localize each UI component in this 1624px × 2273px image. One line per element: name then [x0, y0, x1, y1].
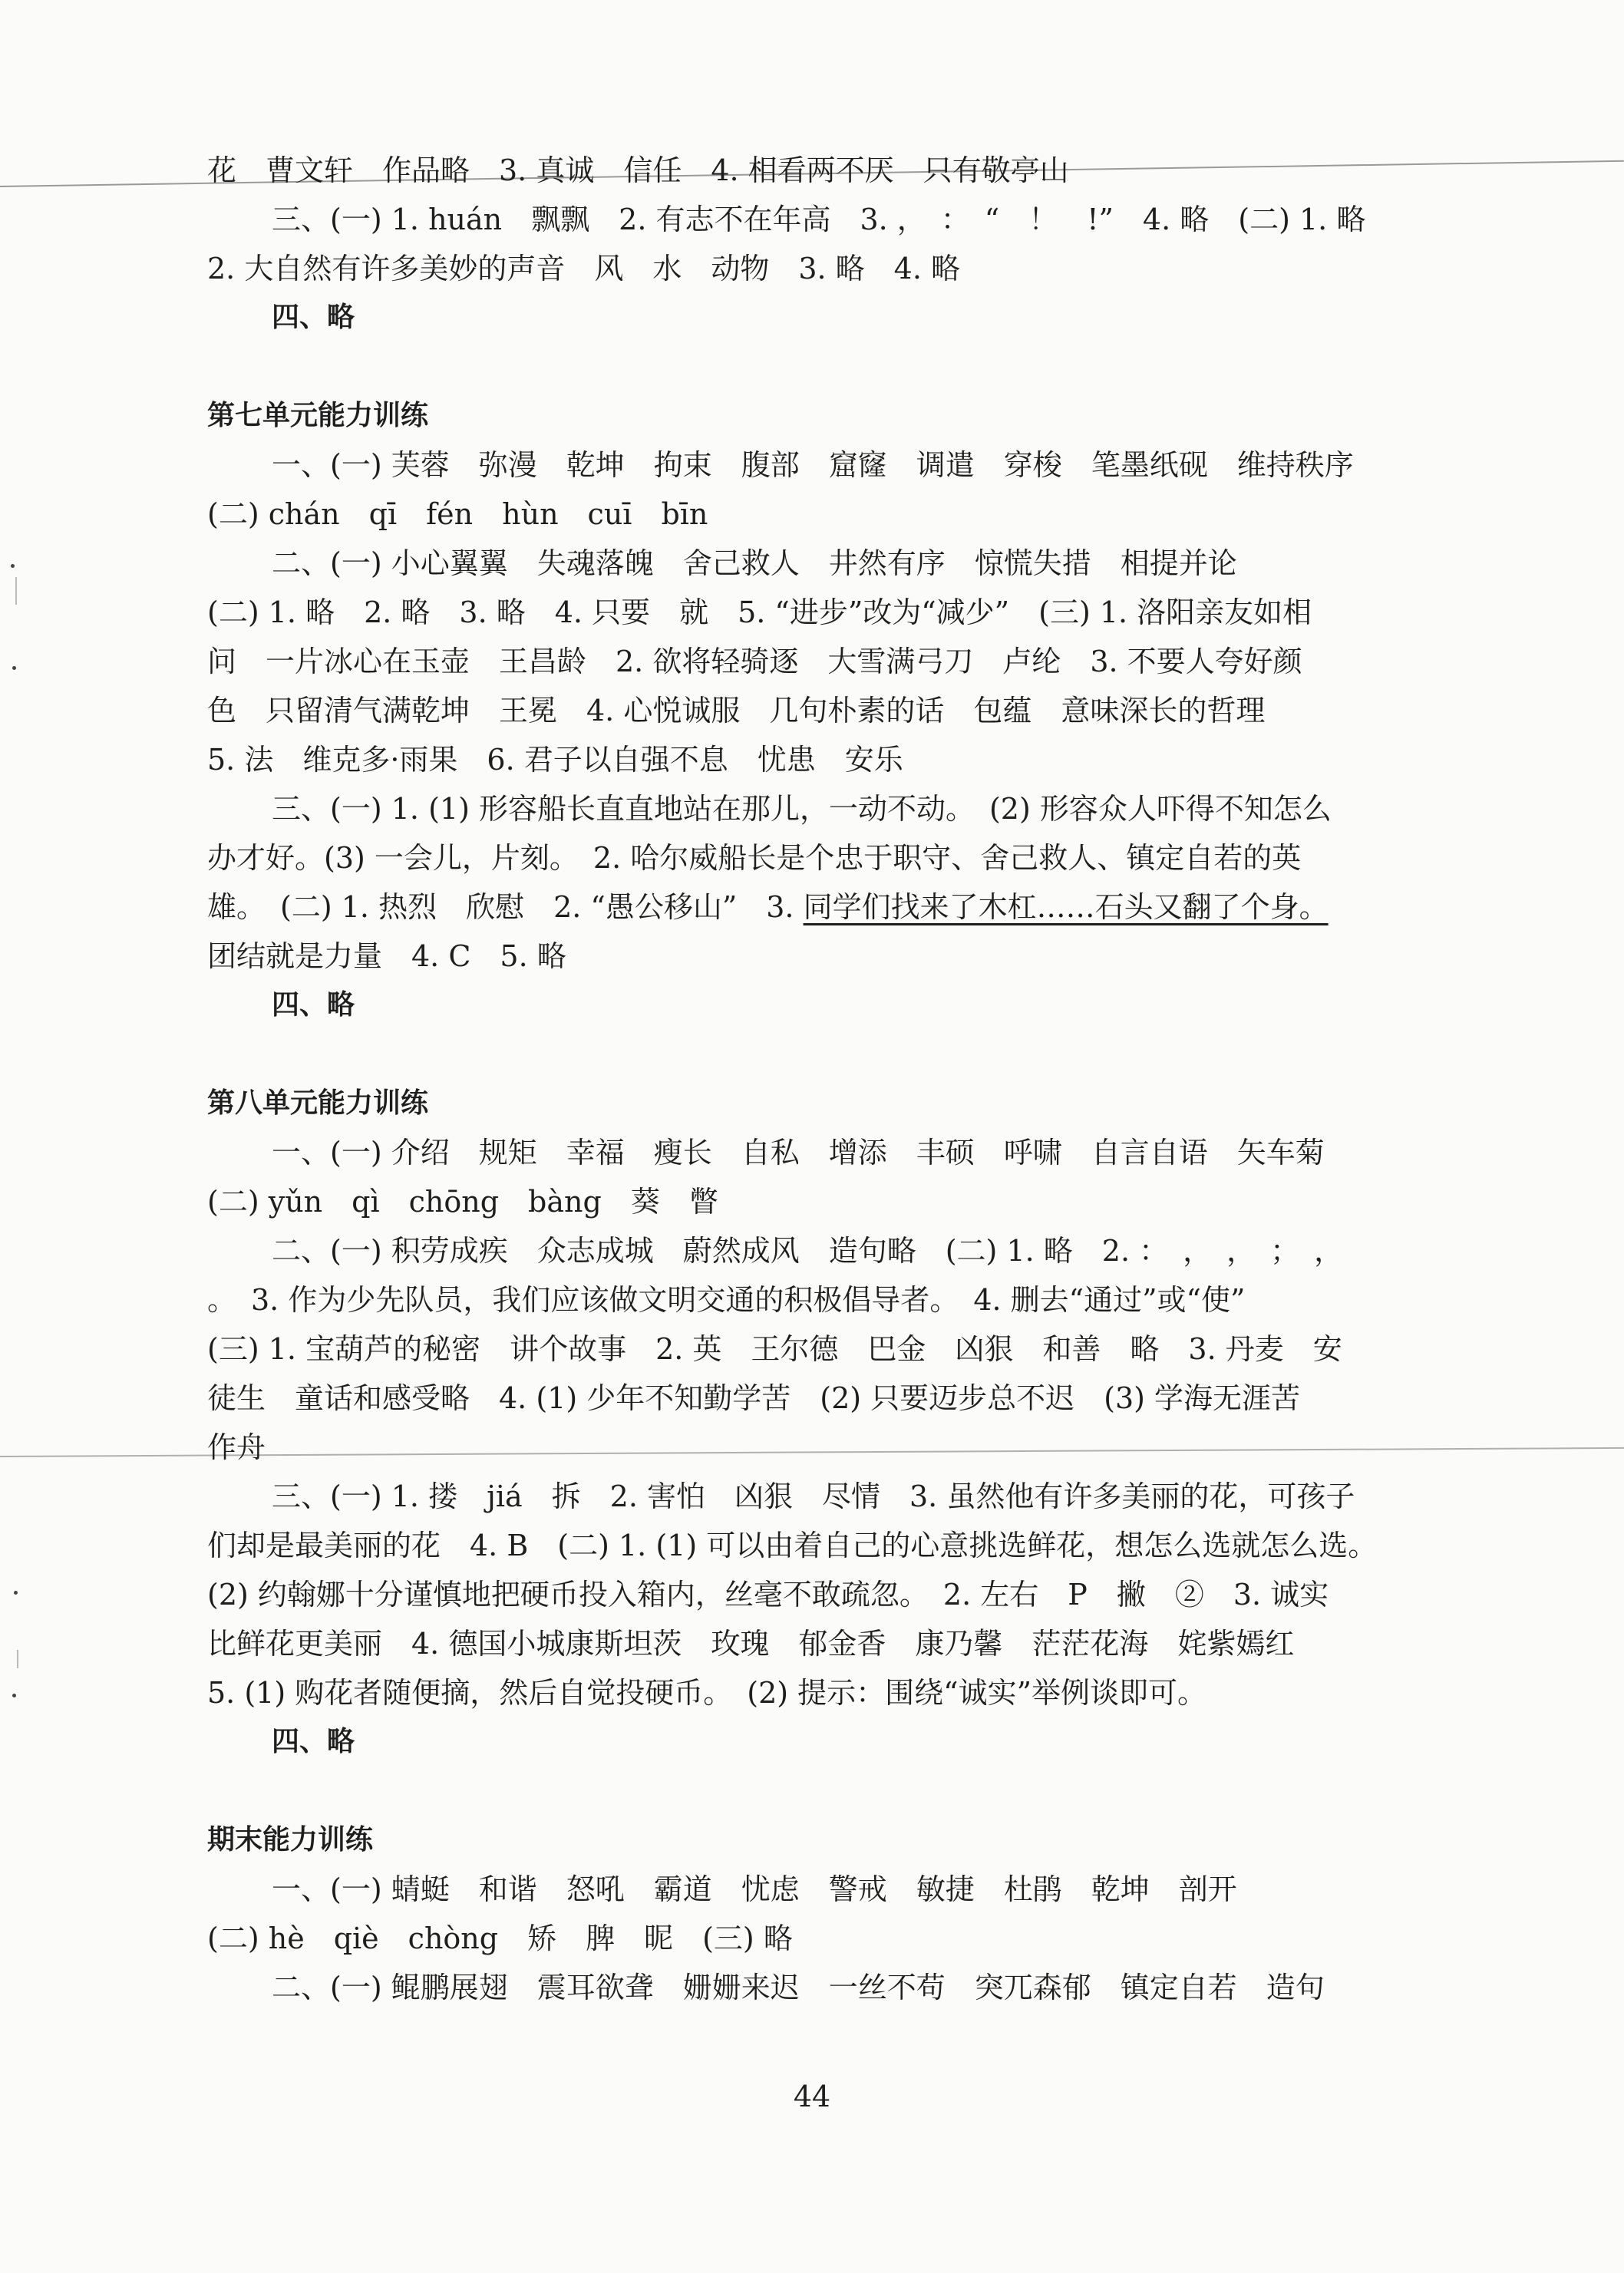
answer-line: 一、(一) 介绍 规矩 幸福 瘦长 自私 增添 丰硕 呼啸 自言自语 矢车菊: [272, 1136, 1325, 1169]
section-heading-unit8: 第八单元能力训练: [207, 1087, 429, 1119]
answer-line: 花 曹文轩 作品略 3. 真诚 信任 4. 相看两不厌 只有敬亭山: [207, 153, 1069, 187]
margin-speck: [12, 666, 16, 670]
margin-mark: [17, 1650, 18, 1668]
answer-line: 团结就是力量 4. C 5. 略: [207, 939, 566, 973]
answer-line: 三、(一) 1. huán 飘飘 2. 有志不在年高 3. ， ： “ ！ !” 4. 略 (二) 1. 略: [272, 203, 1366, 236]
margin-speck: [11, 564, 15, 568]
answer-line: (2) 约翰娜十分谨慎地把硬币投入箱内，丝毫不敢疏忽。 2. 左右 P 撇 ② 3. 诚实: [207, 1578, 1329, 1612]
answer-line: 四、略: [272, 989, 355, 1021]
answer-line: [207, 882, 1428, 932]
margin-mark: [15, 577, 17, 605]
answer-line: 办才好。(3) 一会儿，片刻。 2. 哈尔威船长是个忠于职守、舍己救人、镇定自若的英: [207, 841, 1302, 875]
answer-line: 比鲜花更美丽 4. 德国小城康斯坦茨 玫瑰 郁金香 康乃馨 茫茫花海 姹紫嫣红: [207, 1627, 1295, 1661]
answer-line: 们却是最美丽的花 4. B (二) 1. (1) 可以由着自己的心意挑选鲜花，想怎么选就怎么选。: [207, 1529, 1378, 1562]
answer-line: (二) 1. 略 2. 略 3. 略 4. 只要 就 5. “进步”改为“减少” (三) 1. 洛阳亲友如相: [207, 595, 1312, 629]
answer-line: (二) hè qiè chòng 矫 脾 昵 (三) 略: [207, 1922, 793, 1955]
answer-line: 一、(一) 蜻蜓 和谐 怒吼 霸道 忧虑 警戒 敏捷 杜鹃 乾坤 剖开: [272, 1872, 1237, 1906]
margin-speck: [12, 1694, 16, 1697]
section-heading-unit7: 第七单元能力训练: [207, 400, 429, 431]
answer-line: (三) 1. 宝葫芦的秘密 讲个故事 2. 英 王尔德 巴金 凶狠 和善 略 3. 丹麦 安: [207, 1332, 1342, 1366]
answer-line: 四、略: [272, 1726, 355, 1757]
answer-line: 二、(一) 小心翼翼 失魂落魄 舍己救人 井然有序 惊慌失措 相提并论: [272, 546, 1237, 580]
underlined-answer: 同学们找来了木杠……石头又翻了个身。: [803, 890, 1329, 924]
answer-line: 三、(一) 1. (1) 形容船长直直地站在那儿，一动不动。 (2) 形容众人吓得不知怎么: [272, 792, 1332, 826]
answer-line: (二) chán qī fén hùn cuī bīn: [207, 497, 708, 531]
answer-line: 色 只留清气满乾坤 王冕 4. 心悦诚服 几句朴素的话 包蕴 意味深长的哲理: [207, 694, 1266, 727]
section-heading-final: 期末能力训练: [207, 1824, 374, 1856]
answer-line: 徒生 童话和感受略 4. (1) 少年不知勤学苦 (2) 只要迈步总不迟 (3) 学海无涯苦: [207, 1381, 1301, 1415]
answer-line: 5. 法 维克多·雨果 6. 君子以自强不息 忧患 安乐: [207, 743, 903, 777]
answer-line: 一、(一) 芙蓉 弥漫 乾坤 拘束 腹部 窟窿 调遣 穿梭 笔墨纸砚 维持秩序: [272, 448, 1354, 482]
answer-line: 二、(一) 积劳成疾 众志成城 蔚然成风 造句略 (二) 1. 略 2. ： ， ， ； ，: [272, 1234, 1344, 1268]
answer-line: 。 3. 作为少先队员，我们应该做文明交通的积极倡导者。 4. 删去“通过”或“使”: [207, 1283, 1246, 1317]
margin-speck: [14, 1591, 18, 1595]
answer-text: 雄。 (二) 1. 热烈 欣慰 2. “愚公移山” 3.: [207, 890, 804, 924]
page-number: 44: [793, 2080, 831, 2113]
answer-line: 三、(一) 1. 搂 jiá 拆 2. 害怕 凶狠 尽情 3. 虽然他有许多美丽的花，可孩子: [272, 1480, 1355, 1513]
answer-line: 5. (1) 购花者随便摘，然后自觉投硬币。 (2) 提示：围绕“诚实”举例谈即可。: [207, 1676, 1207, 1710]
answer-line: 四、略: [272, 302, 355, 333]
answer-key-body: [207, 146, 1428, 2012]
answer-line: 作舟: [207, 1430, 266, 1464]
answer-line: 二、(一) 鲲鹏展翅 震耳欲聋 姗姗来迟 一丝不苟 突兀森郁 镇定自若 造句: [272, 1971, 1325, 2004]
answer-line: (二) yǔn qì chōng bàng 葵 瞥: [207, 1185, 718, 1219]
answer-line: 2. 大自然有许多美妙的声音 风 水 动物 3. 略 4. 略: [207, 252, 961, 285]
answer-line: 问 一片冰心在玉壶 王昌龄 2. 欲将轻骑逐 大雪满弓刀 卢纶 3. 不要人夸好颜: [207, 645, 1302, 678]
